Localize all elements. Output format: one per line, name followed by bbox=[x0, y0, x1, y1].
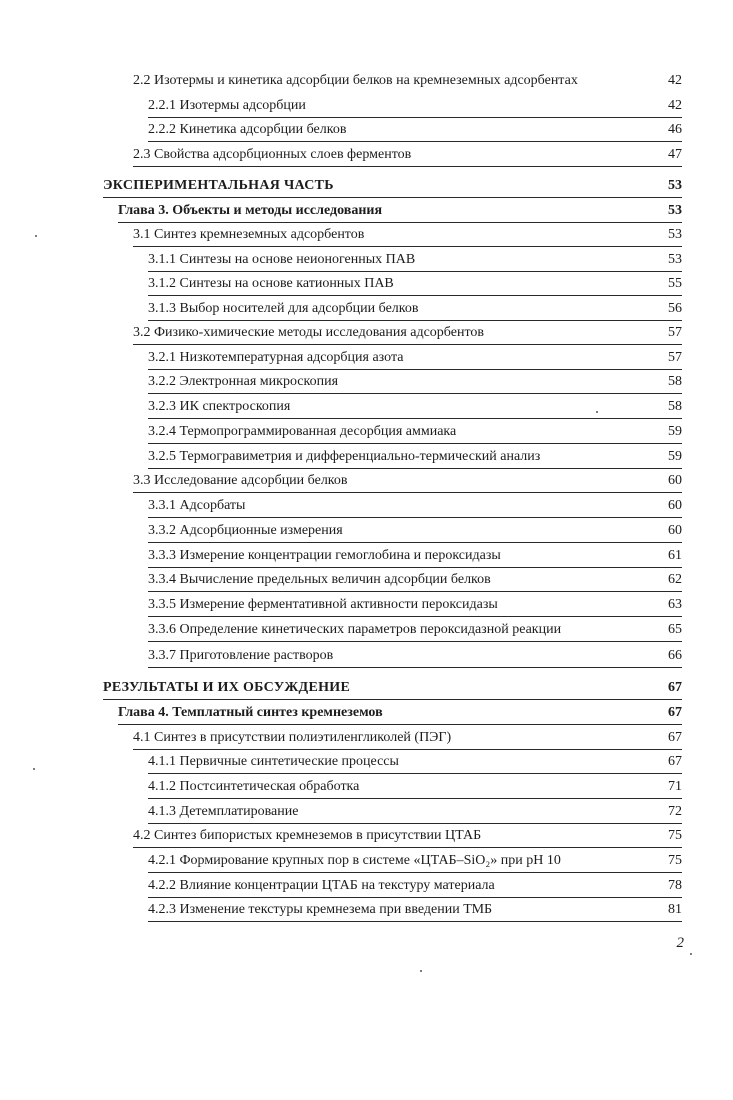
toc-entry bbox=[148, 776, 682, 799]
toc-entry-page: 63 bbox=[668, 597, 682, 612]
toc-entry bbox=[148, 421, 682, 444]
toc-entry-page: 67 bbox=[668, 680, 682, 695]
toc-entry-page: 67 bbox=[668, 754, 682, 769]
toc-entry-page: 59 bbox=[668, 449, 682, 464]
toc-section bbox=[103, 677, 682, 700]
toc-entry-page: 46 bbox=[668, 122, 682, 137]
toc-entry-page: 57 bbox=[668, 325, 682, 340]
toc-entry-page: 71 bbox=[668, 779, 682, 794]
toc-entry bbox=[133, 224, 682, 247]
toc-entry bbox=[148, 569, 682, 592]
page-number: 2 bbox=[676, 935, 684, 951]
toc-entry-title: 4.2.2 Влияние концентрации ЦТАБ на текстуру материала bbox=[148, 878, 495, 893]
toc-entry-page: 53 bbox=[668, 178, 682, 193]
toc-entry-title: 3.3.1 Адсорбаты bbox=[148, 498, 246, 513]
toc-entry-page: 67 bbox=[668, 705, 682, 720]
toc-entry bbox=[133, 144, 682, 167]
toc-entry-page: 60 bbox=[668, 473, 682, 488]
toc-entry bbox=[148, 446, 682, 469]
toc-entry bbox=[148, 899, 682, 922]
toc-entry-page: 53 bbox=[668, 252, 682, 267]
toc-entry-page: 81 bbox=[668, 902, 682, 917]
toc-entry bbox=[133, 70, 682, 92]
toc-entry-page: 75 bbox=[668, 853, 682, 868]
toc-entry-page: 61 bbox=[668, 548, 682, 563]
toc-entry-title: 3.2.5 Термогравиметрия и дифференциально-термический анализ bbox=[148, 449, 541, 464]
toc-entry-title: 3.2.3 ИК спектроскопия bbox=[148, 399, 291, 414]
toc-entry-title: 3.1 Синтез кремнеземных адсорбентов bbox=[133, 227, 365, 242]
toc-entry-title: Глава 3. Объекты и методы исследования bbox=[118, 203, 383, 218]
toc-entry-page: 53 bbox=[668, 203, 682, 218]
toc-entry bbox=[148, 801, 682, 824]
toc-entry-title: Глава 4. Темплатный синтез кремнеземов bbox=[118, 705, 383, 720]
toc-entry-title: 3.2.2 Электронная микроскопия bbox=[148, 374, 339, 389]
toc-entry bbox=[148, 594, 682, 617]
toc-entry bbox=[148, 249, 682, 272]
scan-speck bbox=[420, 970, 422, 972]
toc-entry-page: 57 bbox=[668, 350, 682, 365]
toc-entry-title: 3.2 Физико-химические методы исследования адсорбентов bbox=[133, 325, 484, 340]
toc-entry bbox=[133, 825, 682, 848]
toc-entry bbox=[148, 95, 682, 118]
toc-entry-page: 42 bbox=[668, 98, 682, 113]
toc-entry-title: 4.2.1 Формирование крупных пор в системе «ЦТАБ–SiO₂» при pH 10 bbox=[148, 853, 561, 868]
scan-speck bbox=[33, 768, 35, 770]
toc-entry-title: 3.1.1 Синтезы на основе неионогенных ПАВ bbox=[148, 252, 416, 267]
toc-entry-page: 60 bbox=[668, 523, 682, 538]
toc-entry bbox=[148, 850, 682, 873]
toc-entry-title: 2.3 Свойства адсорбционных слоев ферментов bbox=[133, 147, 412, 162]
toc-entry bbox=[133, 727, 682, 750]
toc-entry-title: 4.2 Синтез бипористых кремнеземов в присутствии ЦТАБ bbox=[133, 828, 482, 843]
toc-entry-page: 58 bbox=[668, 399, 682, 414]
toc-entry bbox=[148, 396, 682, 419]
toc-entry-page: 62 bbox=[668, 572, 682, 587]
toc-chapter bbox=[118, 702, 682, 725]
toc-entry bbox=[133, 322, 682, 345]
toc-entry bbox=[148, 645, 682, 668]
toc-entry bbox=[148, 119, 682, 142]
toc-chapter bbox=[118, 200, 682, 223]
toc-entry-title: ЭКСПЕРИМЕНТАЛЬНАЯ ЧАСТЬ bbox=[103, 178, 334, 193]
toc-entry-title: 3.1.3 Выбор носителей для адсорбции белков bbox=[148, 301, 419, 316]
toc-entry bbox=[148, 495, 682, 518]
toc-entry-title: 4.1 Синтез в присутствии полиэтиленгликолей (ПЭГ) bbox=[133, 730, 452, 745]
toc-entry bbox=[148, 619, 682, 642]
toc-entry-page: 65 bbox=[668, 622, 682, 637]
toc-entry-page: 47 bbox=[668, 147, 682, 162]
toc-entry-page: 66 bbox=[668, 648, 682, 663]
toc-entry-title: 3.2.4 Термопрограммированная десорбция аммиака bbox=[148, 424, 457, 439]
toc-entry-page: 67 bbox=[668, 730, 682, 745]
toc-entry bbox=[148, 298, 682, 321]
toc-entry-title: 2.2 Изотермы и кинетика адсорбции белков на кремнеземных адсорбентах bbox=[133, 73, 578, 88]
toc-entry-title: 2.2.2 Кинетика адсорбции белков bbox=[148, 122, 347, 137]
toc-entry-page: 55 bbox=[668, 276, 682, 291]
toc-entry-page: 60 bbox=[668, 498, 682, 513]
toc-entry bbox=[148, 273, 682, 296]
toc-entry-page: 78 bbox=[668, 878, 682, 893]
toc-entry-page: 56 bbox=[668, 301, 682, 316]
toc-entry bbox=[148, 875, 682, 898]
toc-entry-title: 4.1.3 Детемплатирование bbox=[148, 804, 299, 819]
scan-speck bbox=[690, 953, 692, 955]
toc-entry-title: 3.3.5 Измерение ферментативной активности пероксидазы bbox=[148, 597, 498, 612]
toc-entry-title: РЕЗУЛЬТАТЫ И ИХ ОБСУЖДЕНИЕ bbox=[103, 680, 351, 695]
toc-entry bbox=[148, 347, 682, 370]
toc-entry-title: 4.1.1 Первичные синтетические процессы bbox=[148, 754, 399, 769]
toc-entry-page: 75 bbox=[668, 828, 682, 843]
toc-section bbox=[103, 175, 682, 198]
toc-entry bbox=[148, 545, 682, 568]
toc-entry-title: 2.2.1 Изотермы адсорбции bbox=[148, 98, 306, 113]
toc-entry-title: 3.1.2 Синтезы на основе катионных ПАВ bbox=[148, 276, 394, 291]
toc-entry-title: 3.3.7 Приготовление растворов bbox=[148, 648, 334, 663]
toc-entry-title: 3.2.1 Низкотемпературная адсорбция азота bbox=[148, 350, 404, 365]
toc-entry-page: 53 bbox=[668, 227, 682, 242]
toc-entry-title: 4.2.3 Изменение текстуры кремнезема при введении ТМБ bbox=[148, 902, 493, 917]
toc-entry bbox=[148, 751, 682, 774]
toc-entry-page: 58 bbox=[668, 374, 682, 389]
toc-entry-title: 3.3.4 Вычисление предельных величин адсорбции белков bbox=[148, 572, 491, 587]
scan-speck bbox=[35, 235, 37, 237]
toc-entry-title: 3.3.3 Измерение концентрации гемоглобина и пероксидазы bbox=[148, 548, 501, 563]
toc-entry-page: 42 bbox=[668, 73, 682, 88]
toc-entry-title: 3.3 Исследование адсорбции белков bbox=[133, 473, 348, 488]
toc-entry bbox=[148, 520, 682, 543]
toc-entry bbox=[148, 371, 682, 394]
toc-entry bbox=[133, 470, 682, 493]
toc-entry-page: 72 bbox=[668, 804, 682, 819]
toc-entry-title: 4.1.2 Постсинтетическая обработка bbox=[148, 779, 360, 794]
toc-entry-title: 3.3.6 Определение кинетических параметров пероксидазной реакции bbox=[148, 622, 562, 637]
scan-speck bbox=[596, 411, 598, 413]
toc-entry-title: 3.3.2 Адсорбционные измерения bbox=[148, 523, 343, 538]
toc-entry-page: 59 bbox=[668, 424, 682, 439]
